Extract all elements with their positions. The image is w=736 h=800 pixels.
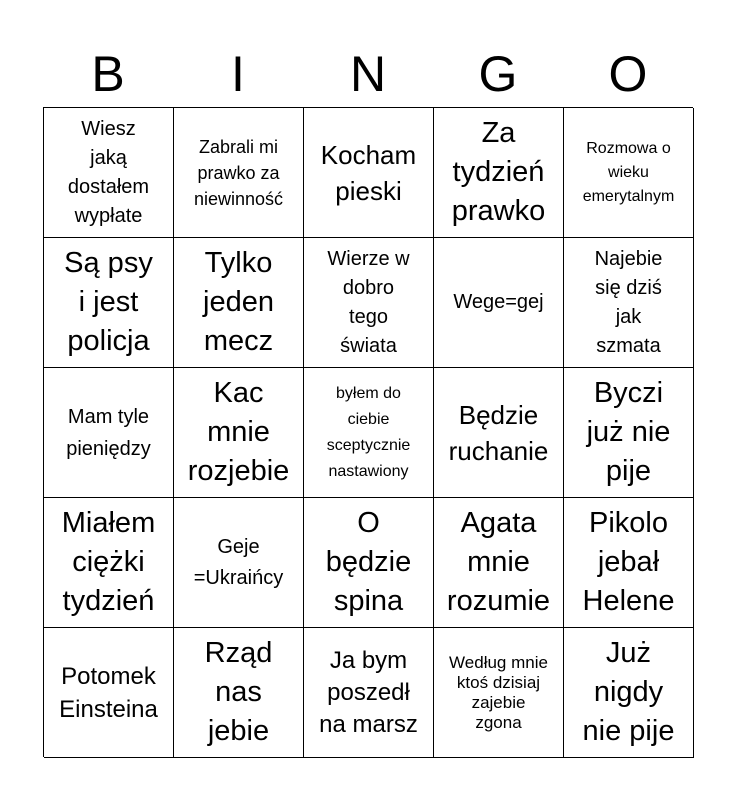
bingo-cell-r1-c3[interactable] (304, 108, 434, 238)
bingo-cell-r3-c4[interactable] (434, 368, 564, 498)
bingo-board (43, 107, 693, 757)
cell-text: Są psy i jest policja (64, 247, 153, 357)
cell-text: Geje =Ukraińcy (193, 535, 284, 589)
cell-text: Za tydzień prawko (451, 117, 546, 227)
bingo-cell-r2-c2[interactable] (174, 238, 304, 368)
header-letter-o: O (608, 46, 648, 102)
cell-text: Zabrali mi prawko za niewinność (193, 136, 284, 209)
bingo-cell-r3-c5[interactable] (564, 368, 694, 498)
bingo-header (43, 44, 693, 104)
cell-text: Kocham pieski (320, 139, 417, 206)
cell-text: Kac mnie rozjebie (187, 377, 290, 487)
bingo-cell-r1-c1[interactable] (44, 108, 174, 238)
bingo-cell-r2-c4[interactable] (434, 238, 564, 368)
bingo-cell-r2-c3[interactable] (304, 238, 434, 368)
cell-text: Rząd nas jebie (204, 637, 273, 747)
cell-text: Potomek Einsteina (59, 662, 158, 723)
cell-text: Już nigdy nie pije (582, 637, 675, 747)
bingo-cell-r2-c1[interactable] (44, 238, 174, 368)
bingo-cell-r3-c1[interactable] (44, 368, 174, 498)
cell-text: Ja bym poszedł na marsz (319, 646, 418, 738)
cell-text: byłem do ciebie sceptycznie nastawiony (326, 384, 411, 480)
cell-text: Wierze w dobro tego świata (327, 247, 410, 357)
bingo-cell-r1-c2[interactable] (174, 108, 304, 238)
cell-text: Byczi już nie pije (586, 377, 671, 487)
bingo-cell-r1-c4[interactable] (434, 108, 564, 238)
header-letter-n: N (349, 46, 387, 102)
cell-text: Mam tyle pieniędzy (66, 405, 151, 460)
cell-text: Miałem ciężki tydzień (61, 507, 156, 617)
bingo-cell-r5-c2[interactable] (174, 628, 304, 758)
cell-text: Rozmowa o wieku emerytalnym (582, 139, 675, 205)
cell-text: Tylko jeden mecz (203, 247, 274, 357)
cell-text: Wege=gej (453, 291, 544, 313)
bingo-cell-r5-c3[interactable] (304, 628, 434, 758)
bingo-cell-r5-c1[interactable] (44, 628, 174, 758)
header-letter-b: B (91, 46, 125, 102)
cell-text: Według mnie ktoś dzisiaj zajebie zgona (449, 652, 548, 732)
bingo-cell-r5-c4[interactable] (434, 628, 564, 758)
bingo-cell-r5-c5[interactable] (564, 628, 694, 758)
cell-text: Pikolo jebał Helene (582, 507, 675, 617)
bingo-cell-r2-c5[interactable] (564, 238, 694, 368)
bingo-cell-r4-c4[interactable] (434, 498, 564, 628)
cell-text: Agata mnie rozumie (446, 507, 551, 617)
bingo-cell-r3-c2[interactable] (174, 368, 304, 498)
bingo-cell-r4-c5[interactable] (564, 498, 694, 628)
cell-text: Najebie się dziś jak szmata (594, 247, 663, 357)
cell-text: Będzie ruchanie (448, 399, 549, 466)
bingo-cell-r1-c5[interactable] (564, 108, 694, 238)
bingo-cell-r3-c3[interactable] (304, 368, 434, 498)
bingo-cell-r4-c1[interactable] (44, 498, 174, 628)
bingo-cell-r4-c3[interactable] (304, 498, 434, 628)
cell-text: Wiesz jaką dostałem wypłate (67, 117, 150, 227)
header-letter-i: I (231, 46, 245, 102)
header-letter-g: G (478, 46, 518, 102)
cell-text: O będzie spina (325, 507, 412, 617)
bingo-cell-r4-c2[interactable] (174, 498, 304, 628)
